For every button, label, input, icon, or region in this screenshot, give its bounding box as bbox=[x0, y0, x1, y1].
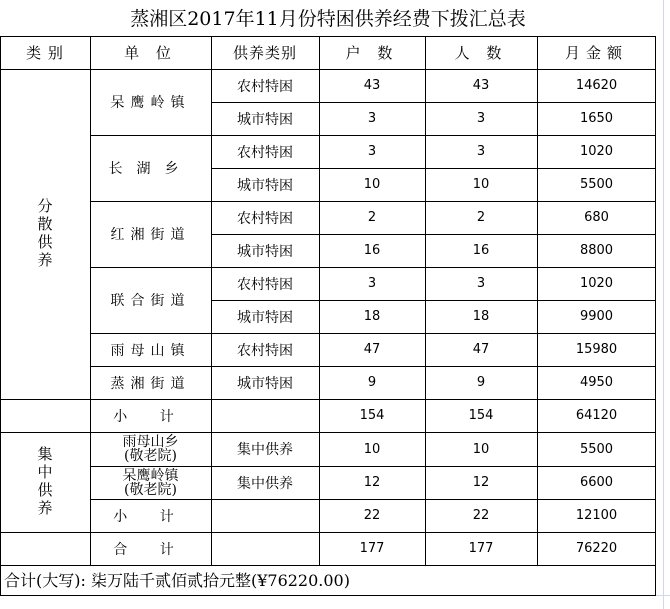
row-persons: 18 bbox=[472, 309, 490, 324]
subtotal-central-amount: 12100 bbox=[575, 508, 618, 523]
grid-line bbox=[211, 201, 656, 202]
row-amount: 9900 bbox=[579, 309, 614, 324]
row-households: 10 bbox=[363, 177, 381, 192]
row-amount: 15980 bbox=[575, 342, 618, 357]
grid-line bbox=[211, 267, 656, 268]
central-unit-note: (敬老院) bbox=[124, 481, 177, 498]
row-amount: 1650 bbox=[579, 111, 614, 126]
grand-total-amount: 76220 bbox=[575, 541, 618, 556]
grid-line bbox=[211, 102, 656, 103]
grid-line bbox=[90, 333, 211, 334]
row-type: 农村特困 bbox=[237, 78, 293, 95]
grid-line bbox=[0, 432, 656, 433]
group-scattered: 分散供养 bbox=[35, 198, 54, 270]
grid-line bbox=[90, 267, 211, 268]
row-type: 城市特困 bbox=[237, 111, 293, 128]
row-persons: 3 bbox=[476, 276, 486, 291]
subtotal-central-label: 小 计 bbox=[113, 508, 188, 525]
unit-daiyingling: 呆鹰岭镇 bbox=[110, 95, 191, 111]
central-type: 集中供养 bbox=[237, 475, 293, 492]
row-amount: 1020 bbox=[579, 144, 614, 159]
row-amount: 680 bbox=[584, 210, 609, 225]
header-persons: 人 数 bbox=[454, 44, 508, 62]
row-persons: 16 bbox=[472, 243, 490, 258]
central-unit-note: (敬老院) bbox=[124, 448, 177, 464]
row-type: 农村特困 bbox=[237, 276, 293, 293]
row-amount: 1020 bbox=[579, 276, 614, 291]
unit-yumushan: 雨母山镇 bbox=[110, 342, 191, 359]
header-category: 类 别 bbox=[26, 44, 64, 62]
row-households: 3 bbox=[367, 276, 377, 291]
row-persons: 2 bbox=[476, 210, 486, 225]
grid-line bbox=[0, 69, 656, 70]
row-households: 9 bbox=[367, 375, 377, 390]
unit-lianhe: 联合街道 bbox=[110, 293, 191, 309]
row-households: 47 bbox=[363, 342, 381, 357]
central-unit-name: 雨母山乡 bbox=[122, 434, 179, 450]
row-amount: 14620 bbox=[575, 78, 618, 93]
subtotal-scattered-amount: 64120 bbox=[575, 408, 618, 423]
central-persons: 12 bbox=[472, 475, 490, 490]
grid-line bbox=[211, 366, 656, 367]
grid-line bbox=[0, 565, 656, 566]
row-persons: 47 bbox=[472, 342, 490, 357]
central-unit-name: 呆鹰岭镇 bbox=[122, 467, 179, 484]
header-households: 户 数 bbox=[345, 44, 399, 62]
row-persons: 9 bbox=[476, 375, 486, 390]
grid-line bbox=[90, 466, 656, 467]
grid-line bbox=[0, 36, 656, 37]
row-amount: 5500 bbox=[579, 177, 614, 192]
header-amount: 月金额 bbox=[564, 44, 628, 62]
grid-line bbox=[90, 499, 656, 500]
row-persons: 3 bbox=[476, 144, 486, 159]
grid-line bbox=[90, 36, 91, 565]
unit-zhengxiang: 蒸湘街道 bbox=[110, 375, 191, 392]
row-type: 农村特困 bbox=[237, 342, 293, 359]
unit-hongxiang: 红湘街道 bbox=[110, 227, 191, 243]
grid-line bbox=[211, 135, 656, 136]
grid-line bbox=[0, 399, 656, 400]
row-type: 城市特困 bbox=[237, 243, 293, 260]
sheet-row-edge bbox=[656, 595, 670, 596]
subtotal-scattered-households: 154 bbox=[359, 408, 385, 423]
row-type: 农村特困 bbox=[237, 210, 293, 227]
central-unit-daiyingling bbox=[90, 466, 211, 499]
row-households: 16 bbox=[363, 243, 381, 258]
grid-line bbox=[90, 366, 211, 367]
central-persons: 10 bbox=[472, 441, 490, 457]
grid-line bbox=[655, 36, 656, 595]
grid-line bbox=[211, 168, 656, 169]
central-amount: 6600 bbox=[579, 475, 614, 490]
row-type: 农村特困 bbox=[237, 144, 293, 161]
subtotal-central-persons: 22 bbox=[472, 508, 490, 523]
header-unit: 单 位 bbox=[124, 44, 177, 62]
central-households: 12 bbox=[363, 475, 381, 490]
row-type: 城市特困 bbox=[237, 309, 293, 326]
subtotal-central-households: 22 bbox=[363, 508, 381, 523]
group-centralized: 集中供养 bbox=[35, 446, 54, 518]
row-households: 2 bbox=[367, 210, 377, 225]
grid-line bbox=[0, 36, 1, 595]
row-persons: 3 bbox=[476, 111, 486, 126]
row-persons: 10 bbox=[472, 177, 490, 192]
sheet-column-edge bbox=[663, 0, 664, 609]
row-persons: 43 bbox=[472, 78, 490, 93]
grand-total-households: 177 bbox=[359, 541, 385, 556]
grid-line bbox=[0, 595, 656, 596]
grid-line bbox=[0, 532, 656, 533]
grid-line bbox=[90, 135, 211, 136]
row-households: 3 bbox=[367, 111, 377, 126]
subtotal-scattered-persons: 154 bbox=[468, 408, 494, 423]
table-title: 蒸湘区2017年11月份特困供养经费下拨汇总表 bbox=[130, 8, 526, 30]
row-amount: 4950 bbox=[579, 375, 614, 390]
capital-amount-row: 合计(大写): 柒万陆千贰佰贰拾元整(¥76220.00) bbox=[4, 571, 350, 590]
subtotal-scattered-label: 小 计 bbox=[113, 408, 188, 425]
grand-total-label: 合 计 bbox=[113, 541, 188, 558]
grid-line bbox=[211, 333, 656, 334]
row-amount: 8800 bbox=[579, 243, 614, 258]
grid-line bbox=[211, 234, 656, 235]
grand-total-persons: 177 bbox=[468, 541, 494, 556]
row-type: 城市特困 bbox=[237, 177, 293, 194]
grid-line bbox=[211, 300, 656, 301]
central-unit-yumushan bbox=[90, 432, 211, 466]
unit-changhu: 长湖乡 bbox=[108, 161, 193, 177]
central-type: 集中供养 bbox=[237, 442, 293, 458]
row-type: 城市特困 bbox=[237, 375, 293, 392]
row-households: 3 bbox=[367, 144, 377, 159]
row-households: 43 bbox=[363, 78, 381, 93]
grid-line bbox=[90, 201, 211, 202]
row-households: 18 bbox=[363, 309, 381, 324]
header-type: 供养类别 bbox=[232, 44, 297, 62]
central-households: 10 bbox=[363, 441, 381, 457]
central-amount: 5500 bbox=[579, 441, 614, 457]
